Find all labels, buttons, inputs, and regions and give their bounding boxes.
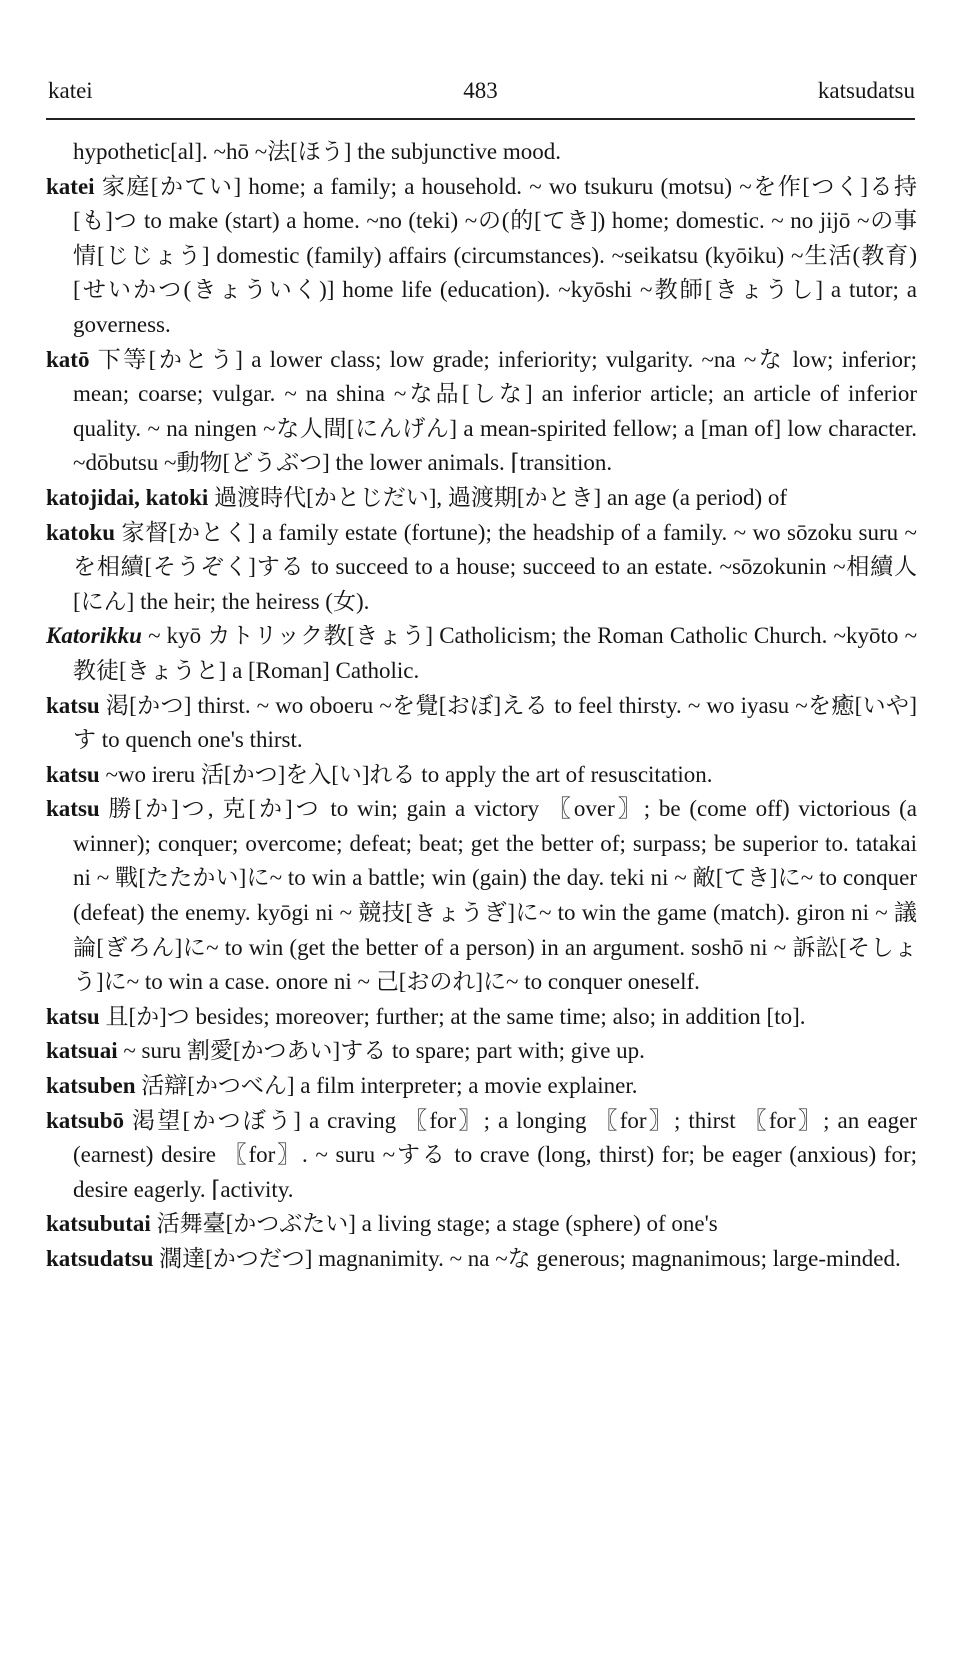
dictionary-entry <box>46 1000 917 1035</box>
dictionary-entry <box>46 689 917 758</box>
dictionary-entry <box>46 135 917 170</box>
entry-text: 下等[かとう] a lower class; low grade; inferiority; vulgarity. ~na ~な low; inferior; mean; coarse; vulgar. ~ na shina ~な品[しな] an inferior article; an article of inferior quality. ~ na ningen ~な人間[にんげん] a mean-spirited fellow; a [man of] low character. ~dōbutsu ~動物[どうぶつ] the lower animals. ⌈transition. <box>73 346 918 476</box>
dictionary-entry <box>46 481 917 516</box>
entry-text: 渇[かつ] thirst. ~ wo oboeru ~を覺[おぼ]える to feel thirsty. ~ wo iyasu ~を癒[いや]す to quench one's thirst. <box>73 692 917 753</box>
entry-text: ~ suru 割愛[かつあい]する to spare; part with; give up. <box>123 1038 645 1064</box>
entry-text: 家督[かとく] a family estate (fortune); the headship of a family. ~ wo sōzoku suru ~を相續[そうぞく]する to succeed to a house; succeed to an estate. ~sōzokunin ~相續人[にん] the heir; the heiress (女). <box>73 519 917 614</box>
dictionary-entry <box>46 619 917 688</box>
entry-headword: katei <box>46 173 95 199</box>
page-header <box>46 78 915 120</box>
entry-headword: katsudatsu <box>46 1246 154 1271</box>
entry-text: 過渡時代[かとじだい], 過渡期[かとき] an age (a period) of <box>214 484 788 510</box>
dictionary-entry <box>46 343 917 481</box>
entry-text: 家庭[かてい] home; a family; a household. ~ wo tsukuru (motsu) ~を作[つく]る持[も]つ to make (start) a home. ~no (teki) ~の(的[てき]) home; domestic. ~ no jijō ~の事情[じじょう] domestic (family) affairs (circumstances). ~seikatsu (kyōiku) ~生活(教育)[せいかつ(きょういく)] home life (education). ~kyōshi ~教師[きょうし] a tutor; a governess. <box>73 173 917 337</box>
entry-headword: katsubutai <box>46 1211 151 1237</box>
dictionary-entry <box>46 758 917 793</box>
entry-text: 活辯[かつべん] a film interpreter; a movie explainer. <box>141 1073 638 1099</box>
entry-headword: katsubō <box>46 1107 124 1133</box>
dictionary-entry <box>46 170 917 343</box>
entry-text: 活舞臺[かつぶたい] a living stage; a stage (sphere) of one's <box>156 1211 718 1237</box>
entry-text: 勝[か]つ, 克[か]つ to win; gain a victory 〖over〗; be (come off) victorious (a winner); conquer; overcome; defeat; beat; get the better of; surpass; be superior to. tatakai ni ~ 戰[たたかい]に~ to win a battle; win (gain) the day. teki ni ~ 敵[てき]に~ to conquer (defeat) the enemy. kyōgi ni ~ 競技[きょうぎ]に~ to win the game (match). giron ni ~ 議論[ぎろん]に~ to win (get the better of a person) in an argument. soshō ni ~ 訴訟[そしょう]に~ to win a case. onore ni ~ 己[おのれ]に~ to conquer oneself. <box>73 796 918 995</box>
entry-headword: katsu <box>46 761 100 787</box>
entry-headword: katsu <box>46 692 100 718</box>
dictionary-entries <box>46 135 917 1277</box>
page-number: 483 <box>463 78 498 103</box>
entry-headword: katsu <box>46 1003 100 1029</box>
entry-text: 且[か]つ besides; moreover; further; at the same time; also; in addition [to]. <box>105 1003 806 1029</box>
entry-text: 渇望[かつぼう] a craving 〖for〗; a longing 〖for〗; thirst 〖for〗; an eager (earnest) desire 〖for〗. ~ suru ~する to crave (long, thirst) for; be eager (anxious) for; desire eagerly. ⌈activity. <box>73 1107 918 1202</box>
running-head-left: katei <box>48 78 93 103</box>
entry-text: 濶達[かつだつ] magnanimity. ~ na ~な generous; magnanimous; large-minded. <box>159 1246 901 1271</box>
dictionary-entry <box>46 1207 917 1242</box>
entry-headword: katsuben <box>46 1073 136 1099</box>
entry-headword: katoku <box>46 519 116 545</box>
running-head-right: katsudatsu <box>817 78 915 103</box>
dictionary-entry <box>46 1069 917 1104</box>
entry-headword: katō <box>46 346 90 372</box>
dictionary-entry <box>46 1104 917 1208</box>
dictionary-entry <box>46 1242 917 1277</box>
entry-headword: katsu <box>46 796 100 822</box>
entry-headword: katojidai, katoki <box>46 484 209 510</box>
entry-text: ~wo ireru 活[かつ]を入[い]れる to apply the art of resuscitation. <box>105 761 713 787</box>
entry-text: ~ kyō カトリック教[きょう] Catholicism; the Roman Catholic Church. ~kyōto ~教徒[きょうと] a [Roman] Catholic. <box>73 623 918 683</box>
entry-headword: katsuai <box>46 1038 118 1064</box>
dictionary-entry <box>46 792 917 1000</box>
entry-headword: Katorikku <box>46 623 142 649</box>
dictionary-entry <box>46 516 917 620</box>
entry-text: hypothetic[al]. ~hō ~法[ほう] the subjunctive mood. <box>73 139 561 164</box>
dictionary-entry <box>46 1034 917 1069</box>
